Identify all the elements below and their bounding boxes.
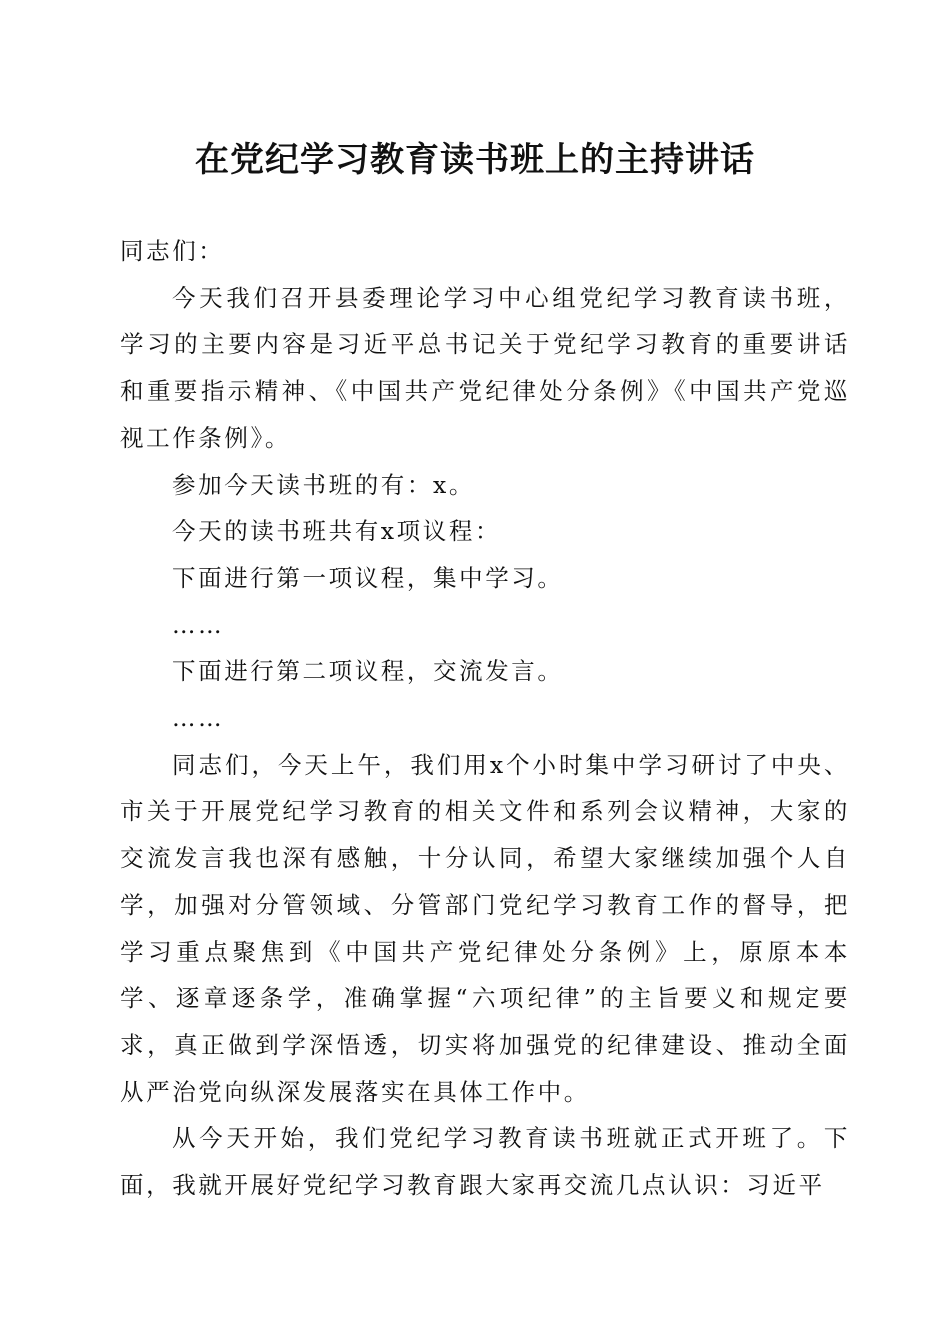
paragraph-opening: 从今天开始，我们党纪学习教育读书班就正式开班了。下面，我就开展好党纪学习教育跟大家再交流几点认识：习近平 [120,1124,850,1200]
document-body [120,228,850,1209]
document-title: 在党纪学习教育读书班上的主持讲话 [195,140,755,180]
paragraph-agenda: 今天的读书班共有x项议程： [172,517,502,546]
paragraph-intro: 今天我们召开县委理论学习中心组党纪学习教育读书班，学习的主要内容是习近平总书记关于党纪学习教育的重要讲话和重要指示精神、《中国共产党纪律处分条例》《中国共产党巡视工作条例》。 [120,283,850,452]
paragraph-ellipsis-1: …… [172,610,225,639]
salutation: 同志们： [120,237,225,265]
paragraph-ellipsis-2: …… [172,704,225,733]
paragraph-agenda-item-2: 下面进行第二项议程，交流发言。 [172,657,564,686]
paragraph-summary: 同志们，今天上午，我们用x个小时集中学习研讨了中央、市关于开展党纪学习教育的相关文件和系列会议精神，大家的交流发言我也深有感触，十分认同，希望大家继续加强个人自学，加强对分管领域、分管部门党纪学习教育工作的督导，把学习重点聚焦到《中国共产党纪律处分条例》上，原原本本学、逐章逐条学，准确掌握“六项纪律”的主旨要义和规定要求，真正做到学深悟透，切实将加强党的纪律建设、推动全面从严治党向纵深发展落实在具体工作中。 [120,750,850,1106]
paragraph-agenda-item-1: 下面进行第一项议程，集中学习。 [172,563,564,592]
paragraph-attendees: 参加今天读书班的有：x。 [172,470,475,499]
